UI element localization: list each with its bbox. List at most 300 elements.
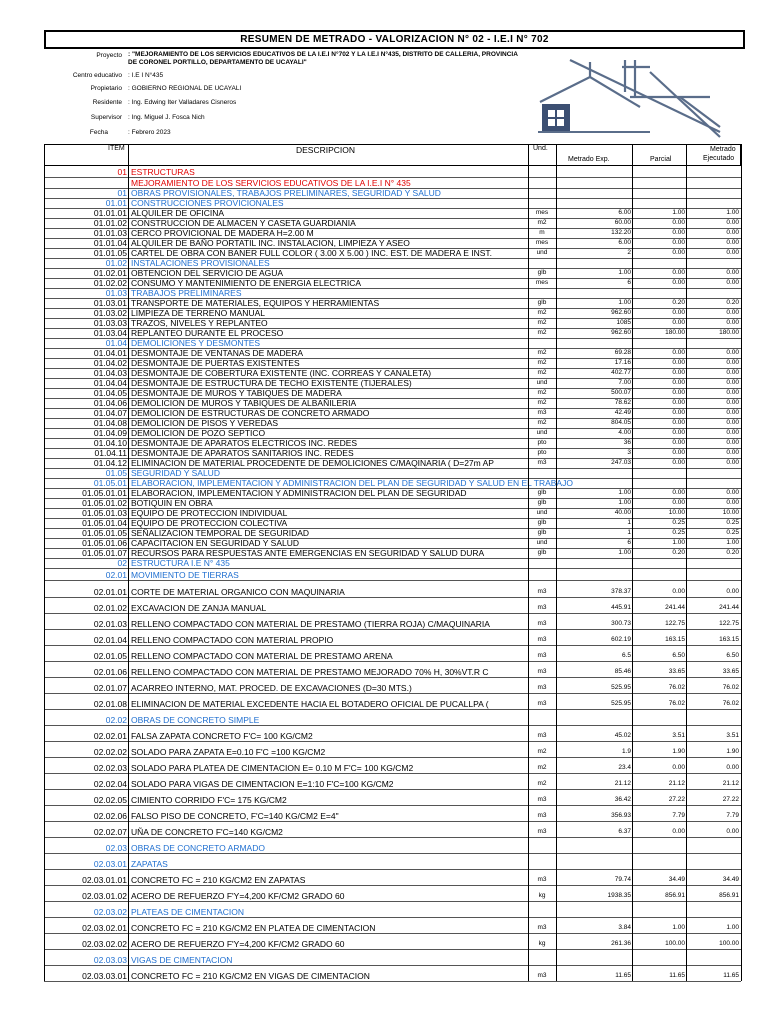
item-cell: 02.03.02: [93, 907, 127, 917]
item-cell: 02.01.02: [93, 603, 127, 613]
residente-value: : Ing. Edwing Iter Valladares Cisneros: [128, 99, 237, 106]
header-metrado-ejec-2: Ejecutado: [703, 155, 735, 162]
parcial-cell: 0.00: [672, 279, 685, 286]
metrado-ejecutado-cell: 27.22: [722, 796, 739, 803]
metrado-ejecutado-cell: 0.00: [726, 409, 739, 416]
parcial-cell: 0.00: [672, 319, 685, 326]
descripcion-cell: OBTENCION DEL SERVICIO DE AGUA: [131, 268, 284, 278]
metrado-ejecutado-cell: 122.75: [719, 620, 739, 627]
metrado-ejecutado-cell: 0.00: [726, 588, 739, 595]
item-cell: 01: [117, 167, 127, 177]
item-cell: 01.03: [105, 288, 127, 298]
metrado-exp-cell: 804.05: [611, 419, 631, 426]
row-divider: [44, 821, 741, 822]
metrado-exp-cell: 78.62: [614, 399, 631, 406]
report-title: RESUMEN DE METRADO - VALORIZACION N° 02 - I.E.I N° 702: [44, 30, 745, 49]
metrado-exp-cell: 300.73: [611, 620, 631, 627]
parcial-cell: 0.00: [672, 828, 685, 835]
column-divider: [528, 144, 529, 981]
metrado-ejecutado-cell: 0.00: [726, 828, 739, 835]
item-cell: 01.04.03: [93, 368, 127, 378]
descripcion-cell: VIGAS DE CIMENTACION: [131, 955, 233, 965]
item-cell: 01.04.10: [93, 438, 127, 448]
item-cell: 01.01.02: [93, 218, 127, 228]
metrado-exp-cell: 17.16: [614, 359, 631, 366]
und-cell: m3: [537, 828, 547, 835]
metrado-ejecutado-cell: 0.00: [726, 429, 739, 436]
item-cell: 01: [117, 188, 127, 198]
fecha-value: : Febrero 2023: [128, 129, 171, 136]
und-cell: m3: [537, 684, 547, 691]
metrado-ejecutado-cell: 0.00: [726, 489, 739, 496]
centro-value: : I.E I N°435: [128, 72, 164, 79]
descripcion-cell: RECURSOS PARA RESPUESTAS ANTE EMERGENCIAS EN SEGURIDAD Y SALUD DURA: [131, 548, 485, 558]
column-divider: [44, 144, 45, 981]
und-cell: glb: [537, 299, 547, 306]
header-item: ITEM: [108, 145, 125, 152]
item-cell: 01.05: [105, 468, 127, 478]
descripcion-cell: TRANSPORTE DE MATERIALES, EQUIPOS Y HERRAMIENTAS: [131, 298, 380, 308]
descripcion-cell: DEMOLICION DE MUROS Y TABIQUES DE ALBAÑILERIA: [131, 398, 357, 408]
und-cell: glb: [537, 549, 547, 556]
column-divider: [741, 144, 742, 981]
und-cell: kg: [538, 940, 546, 947]
parcial-cell: 0.00: [672, 449, 685, 456]
item-cell: 02.02.03: [93, 763, 127, 773]
item-cell: 02.03.02.02: [82, 939, 127, 949]
descripcion-cell: SOLADO PARA PLATEA DE CIMENTACION E= 0.10 M F'C= 100 KG/CM2: [131, 763, 414, 773]
parcial-cell: 1.00: [672, 924, 685, 931]
metrado-exp-cell: 23.4: [618, 764, 631, 771]
descripcion-cell: ESTRUCTURA I.E N° 435: [131, 558, 230, 568]
metrado-ejecutado-cell: 0.00: [726, 249, 739, 256]
und-cell: m3: [537, 700, 547, 707]
row-divider: [44, 981, 741, 982]
metrado-exp-cell: 42.49: [614, 409, 631, 416]
row-divider: [44, 773, 741, 774]
item-cell: 02.03: [105, 843, 127, 853]
parcial-cell: 27.22: [668, 796, 685, 803]
metrado-exp-cell: 525.95: [611, 700, 631, 707]
item-cell: 01.04.11: [94, 448, 127, 458]
descripcion-cell: OBRAS PROVISIONALES, TRABAJOS PRELIMINARES, SEGURIDAD Y SALUD: [131, 188, 441, 198]
parcial-cell: 180.00: [665, 329, 685, 336]
descripcion-cell: RELLENO COMPACTADO CON MATERIAL PROPIO: [131, 635, 334, 645]
item-cell: 01.05.01.04: [82, 518, 127, 528]
item-cell: 02.03.01.02: [82, 891, 127, 901]
descripcion-cell: ELABORACION, IMPLEMENTACION Y ADMINISTRACION DEL PLAN DE SEGURIDAD: [131, 488, 467, 498]
parcial-cell: 0.00: [672, 409, 685, 416]
parcial-cell: 0.00: [672, 369, 685, 376]
descripcion-cell: CONCRETO FC = 210 KG/CM2 EN ZAPATAS: [131, 875, 306, 885]
parcial-cell: 0.00: [672, 764, 685, 771]
descripcion-cell: CONSUMO Y MANTENIMIENTO DE ENERGIA ELECTRICA: [131, 278, 362, 288]
und-cell: m3: [537, 796, 547, 803]
parcial-cell: 34.49: [668, 876, 685, 883]
item-cell: 01.03.04: [93, 328, 127, 338]
metrado-ejecutado-cell: 0.00: [726, 269, 739, 276]
house-construction-logo: [530, 52, 740, 142]
metrado-exp-cell: 2: [627, 249, 631, 256]
item-cell: 01.03.03: [93, 318, 127, 328]
metrado-ejecutado-cell: 0.25: [726, 519, 739, 526]
descripcion-cell: TRAZOS, NIVELES Y REPLANTEO: [131, 318, 268, 328]
descripcion-cell: DESMONTAJE DE MUROS Y TABIQUES DE MADERA: [131, 388, 342, 398]
parcial-cell: 0.00: [672, 439, 685, 446]
descripcion-cell: ACERO DE REFUERZO F'Y=4,200 KF/CM2 GRADO 60: [131, 939, 345, 949]
metrado-exp-cell: 3: [627, 449, 631, 456]
item-cell: 01.04.06: [93, 398, 127, 408]
descripcion-cell: LIMPIEZA DE TERRENO MANUAL: [131, 308, 265, 318]
und-cell: m2: [537, 780, 547, 787]
metrado-exp-cell: 45.02: [614, 732, 631, 739]
und-cell: m2: [537, 359, 547, 366]
metrado-exp-cell: 21.12: [614, 780, 631, 787]
metrado-ejecutado-cell: 0.00: [726, 229, 739, 236]
metrado-ejecutado-cell: 0.00: [726, 279, 739, 286]
parcial-cell: 0.00: [672, 219, 685, 226]
row-divider: [44, 597, 741, 598]
item-cell: 01.05.01: [93, 478, 127, 488]
metrado-exp-cell: 356.93: [611, 812, 631, 819]
item-cell: 01.05.01.03: [82, 508, 127, 518]
row-divider: [44, 568, 741, 569]
und-cell: und: [536, 509, 548, 516]
metrado-ejecutado-cell: 0.00: [726, 369, 739, 376]
item-cell: 02.02.02: [93, 747, 127, 757]
item-cell: 02.01.06: [93, 667, 127, 677]
parcial-cell: 0.00: [672, 499, 685, 506]
column-divider: [632, 144, 633, 981]
und-cell: m2: [537, 219, 547, 226]
parcial-cell: 0.00: [672, 588, 685, 595]
descripcion-cell: ALQUILER DE OFICINA: [131, 208, 225, 218]
metrado-exp-cell: 602.19: [611, 636, 631, 643]
row-divider: [44, 901, 741, 902]
propietario-label: Propietario: [90, 85, 122, 92]
descripcion-cell: CERCO PROVICIONAL DE MADERA H=2.00 M: [131, 228, 314, 238]
row-divider: [44, 805, 741, 806]
descripcion-cell: ELIMINACION DE MATERIAL EXCEDENTE HACIA EL BOTADERO OFICIAL DE PUCALLPA (: [131, 699, 489, 709]
und-cell: und: [536, 249, 548, 256]
metrado-exp-cell: 36.42: [614, 796, 631, 803]
metrado-ejecutado-cell: 1.90: [726, 748, 739, 755]
descripcion-cell: ALQUILER DE BAÑO PORTATIL INC. INSTALACION, LIMPIEZA Y ASEO: [131, 238, 410, 248]
metrado-ejecutado-cell: 0.00: [726, 239, 739, 246]
row-divider: [44, 949, 741, 950]
item-cell: 02.03.01.01: [82, 875, 127, 885]
metrado-ejecutado-cell: 1.00: [726, 539, 739, 546]
parcial-cell: 163.15: [665, 636, 685, 643]
metrado-ejecutado-cell: 100.00: [719, 940, 739, 947]
metrado-ejecutado-cell: 1.00: [726, 924, 739, 931]
und-cell: pto: [537, 449, 547, 456]
descripcion-cell: ESTRUCTURAS: [131, 167, 195, 177]
item-cell: 02.03.03: [93, 955, 127, 965]
header-und: Und.: [533, 145, 548, 152]
metrado-ejecutado-cell: 11.65: [723, 972, 739, 979]
row-divider: [44, 965, 741, 966]
metrado-exp-cell: 6: [627, 279, 631, 286]
und-cell: und: [536, 429, 548, 436]
item-cell: 02.01: [105, 570, 127, 580]
und-cell: m3: [537, 604, 547, 611]
descripcion-cell: REPLANTEO DURANTE EL PROCESO: [131, 328, 284, 338]
descripcion-cell: SOLADO PARA ZAPATA E=0.10 F'C =100 KG/CM2: [131, 747, 326, 757]
descripcion-cell: ACERO DE REFUERZO F'Y=4,200 KF/CM2 GRADO 60: [131, 891, 345, 901]
und-cell: kg: [538, 892, 546, 899]
item-cell: 02.02.06: [93, 811, 127, 821]
row-divider: [44, 645, 741, 646]
metrado-exp-cell: 1.00: [618, 499, 631, 506]
metrado-ejecutado-cell: 76.02: [722, 684, 739, 691]
metrado-ejecutado-cell: 0.00: [726, 349, 739, 356]
descripcion-cell: OBRAS DE CONCRETO SIMPLE: [131, 715, 260, 725]
descripcion-cell: FALSA ZAPATA CONCRETO F'C= 100 KG/CM2: [131, 731, 313, 741]
header-metrado-exp: Metrado Exp.: [568, 156, 610, 163]
metrado-exp-cell: 132.20: [611, 229, 631, 236]
metrado-ejecutado-cell: 0.00: [726, 359, 739, 366]
metrado-exp-cell: 69.28: [614, 349, 631, 356]
descripcion-cell: DESMONTAJE DE COBERTURA EXISTENTE (INC. CORREAS Y CANALETA): [131, 368, 432, 378]
metrado-ejecutado-cell: 0.20: [726, 299, 739, 306]
metrado-exp-cell: 40.00: [614, 509, 631, 516]
parcial-cell: 10.00: [668, 509, 685, 516]
und-cell: m3: [537, 876, 547, 883]
metrado-ejecutado-cell: 0.25: [726, 529, 739, 536]
item-cell: 01.04.12: [93, 458, 127, 468]
metrado-ejecutado-cell: 0.00: [726, 499, 739, 506]
descripcion-cell: TRABAJOS PRELIMINARES: [131, 288, 242, 298]
descripcion-cell: CONCRETO FC = 210 KG/CM2 EN VIGAS DE CIMENTACION: [131, 971, 370, 981]
item-cell: 01.04.05: [93, 388, 127, 398]
metrado-exp-cell: 1: [627, 519, 631, 526]
item-cell: 01.02.01: [93, 268, 127, 278]
item-cell: 01.02: [105, 258, 127, 268]
item-cell: 01.01: [105, 198, 127, 208]
metrado-exp-cell: 402.77: [611, 369, 631, 376]
parcial-cell: 122.75: [665, 620, 685, 627]
parcial-cell: 0.25: [672, 519, 685, 526]
parcial-cell: 1.90: [672, 748, 685, 755]
item-cell: 02.02.01: [93, 731, 127, 741]
und-cell: m2: [537, 319, 547, 326]
und-cell: glb: [537, 519, 547, 526]
row-divider: [44, 725, 741, 726]
descripcion-cell: CORTE DE MATERIAL ORGANICO CON MAQUINARIA: [131, 587, 345, 597]
und-cell: m3: [537, 924, 547, 931]
descripcion-cell: DEMOLICION DE ESTRUCTURAS DE CONCRETO ARMADO: [131, 408, 370, 418]
parcial-cell: 0.00: [672, 489, 685, 496]
row-divider: [44, 661, 741, 662]
descripcion-cell: DESMONTAJE DE PUERTAS EXISTENTES: [131, 358, 300, 368]
und-cell: glb: [537, 499, 547, 506]
parcial-cell: 100.00: [665, 940, 685, 947]
parcial-cell: 0.00: [672, 359, 685, 366]
row-divider: [44, 837, 741, 838]
metrado-exp-cell: 6.00: [618, 209, 631, 216]
descripcion-cell: ELIMINACION DE MATERIAL PROCEDENTE DE DEMOLICIONES C/MAQINARIA ( D=27m AP: [131, 458, 494, 468]
item-cell: 01.01.05: [93, 248, 127, 258]
parcial-cell: 76.02: [668, 700, 685, 707]
row-divider: [44, 869, 741, 870]
und-cell: m2: [537, 329, 547, 336]
row-divider: [44, 933, 741, 934]
parcial-cell: 0.00: [672, 389, 685, 396]
supervisor-label: Supervisor: [90, 114, 122, 121]
descripcion-cell: DESMONTAJE DE APARATOS SANITARIOS INC. REDES: [131, 448, 354, 458]
metrado-ejecutado-cell: 33.65: [722, 668, 739, 675]
descripcion-cell: SEÑALIZACION TEMPORAL DE SEGURIDAD: [131, 528, 310, 538]
descripcion-cell: SOLADO PARA VIGAS DE CIMENTACION E=1:10 F'C=100 KG/CM2: [131, 779, 394, 789]
metrado-exp-cell: 7.00: [618, 379, 631, 386]
descripcion-cell: RELLENO COMPACTADO CON MATERIAL DE PRESTAMO MEJORADO 70% H, 30%VT.R C: [131, 667, 489, 677]
item-cell: 02.02.05: [93, 795, 127, 805]
metrado-exp-cell: 1938.35: [607, 892, 631, 899]
metrado-exp-cell: 4.00: [618, 429, 631, 436]
metrado-exp-cell: 1.00: [618, 299, 631, 306]
und-cell: m3: [537, 668, 547, 675]
und-cell: m: [539, 229, 545, 236]
descripcion-cell: DESMONTAJE DE VENTANAS DE MADERA: [131, 348, 304, 358]
descripcion-cell: DEMOLICION DE PISOS Y VEREDAS: [131, 418, 279, 428]
parcial-cell: 0.25: [672, 529, 685, 536]
descripcion-cell: DEMOLICION DE POZO SEPTICO: [131, 428, 266, 438]
parcial-cell: 0.00: [672, 419, 685, 426]
item-cell: 01.04.02: [93, 358, 127, 368]
row-divider: [44, 789, 741, 790]
proyecto-value: : "MEJORAMIENTO DE LOS SERVICIOS EDUCATIVOS DE LA I.E.I N°702 Y LA I.E.I N°435, DISTRITO DE CALLERIA, PROVINCIA DE CORONEL PORTILLO, DEPARTAMENTO DE UCAYALI": [128, 51, 518, 66]
parcial-cell: 21.12: [668, 780, 685, 787]
descripcion-cell: OBRAS DE CONCRETO ARMADO: [131, 843, 265, 853]
descripcion-cell: PLATEAS DE CIMENTACION: [131, 907, 245, 917]
item-cell: 01.05.01.07: [82, 548, 127, 558]
metrado-ejecutado-cell: 76.02: [722, 700, 739, 707]
parcial-cell: 1.00: [672, 539, 685, 546]
parcial-cell: 11.65: [669, 972, 685, 979]
item-cell: 02.01.05: [93, 651, 127, 661]
metrado-exp-cell: 60.00: [614, 219, 631, 226]
descripcion-cell: RELLENO COMPACTADO CON MATERIAL DE PRESTAMO ARENA: [131, 651, 393, 661]
und-cell: m2: [537, 748, 547, 755]
row-divider: [44, 741, 741, 742]
parcial-cell: 0.00: [672, 229, 685, 236]
table-header: [44, 144, 741, 166]
header-metrado-ejec-1: Metrado: [710, 146, 736, 153]
und-cell: m2: [537, 369, 547, 376]
parcial-cell: 76.02: [668, 684, 685, 691]
descripcion-cell: EQUIPO DE PROTECCION INDIVIDUAL: [131, 508, 288, 518]
und-cell: und: [536, 379, 548, 386]
descripcion-cell: CONSTRUCCION DE ALMACEN Y CASETA GUARDIANIA: [131, 218, 356, 228]
row-divider: [44, 757, 741, 758]
item-cell: 02: [117, 558, 127, 568]
metrado-exp-cell: 85.46: [614, 668, 631, 675]
item-cell: 01.05.01.05: [82, 528, 127, 538]
descripcion-cell: ZAPATAS: [131, 859, 168, 869]
und-cell: glb: [537, 269, 547, 276]
column-divider: [686, 144, 687, 981]
item-cell: 01.01.04: [93, 238, 127, 248]
metrado-exp-cell: 378.37: [611, 588, 631, 595]
metrado-ejecutado-cell: 0.00: [726, 439, 739, 446]
header-descripcion: DESCRIPCION: [296, 145, 356, 155]
item-cell: 01.03.01: [93, 298, 127, 308]
propietario-value: : GOBIERNO REGIONAL DE UCAYALI: [128, 85, 242, 92]
row-divider: [44, 629, 741, 630]
item-cell: 01.05.01.06: [82, 538, 127, 548]
metrado-ejecutado-cell: 10.00: [722, 509, 739, 516]
metrado-exp-cell: 525.95: [611, 684, 631, 691]
item-cell: 02.01.04: [93, 635, 127, 645]
metrado-exp-cell: 500.07: [611, 389, 631, 396]
descripcion-cell: CONSTRUCCIONES PROVICIONALES: [131, 198, 284, 208]
metrado-ejecutado-cell: 163.15: [719, 636, 739, 643]
metrado-exp-cell: 6.37: [618, 828, 631, 835]
und-cell: glb: [537, 489, 547, 496]
descripcion-cell: DESMONTAJE DE APARATOS ELECTRICOS INC. REDES: [131, 438, 358, 448]
und-cell: m2: [537, 389, 547, 396]
parcial-cell: 0.00: [672, 349, 685, 356]
metrado-exp-cell: 1.00: [618, 549, 631, 556]
item-cell: 02.03.02.01: [82, 923, 127, 933]
item-cell: 02.02.04: [93, 779, 127, 789]
metrado-exp-cell: 3.84: [618, 924, 631, 931]
metrado-ejecutado-cell: 34.49: [722, 876, 739, 883]
row-divider: [44, 853, 741, 854]
row-divider: [44, 693, 741, 694]
parcial-cell: 6.50: [672, 652, 685, 659]
parcial-cell: 3.51: [672, 732, 685, 739]
metrado-exp-cell: 1.9: [621, 748, 631, 755]
und-cell: m2: [537, 309, 547, 316]
item-cell: 01.01.01: [93, 208, 127, 218]
item-cell: 02.01.07: [93, 683, 127, 693]
metrado-exp-cell: 1085: [616, 319, 631, 326]
metrado-exp-cell: 1.00: [618, 269, 631, 276]
row-divider: [44, 580, 741, 581]
parcial-cell: 1.00: [672, 209, 685, 216]
metrado-exp-cell: 962.60: [611, 329, 631, 336]
metrado-ejecutado-cell: 0.00: [726, 764, 739, 771]
metrado-ejecutado-cell: 1.00: [726, 209, 739, 216]
metrado-ejecutado-cell: 0.00: [726, 449, 739, 456]
und-cell: m3: [537, 636, 547, 643]
metrado-exp-cell: 962.60: [611, 309, 631, 316]
descripcion-cell: INSTALACIONES PROVISIONALES: [131, 258, 270, 268]
metrado-exp-cell: 11.65: [615, 972, 631, 979]
parcial-cell: 0.00: [672, 269, 685, 276]
metrado-ejecutado-cell: 0.00: [726, 319, 739, 326]
item-cell: 01.04.08: [93, 418, 127, 428]
item-cell: 01.05.01.02: [82, 498, 127, 508]
parcial-cell: 33.65: [668, 668, 685, 675]
metrado-exp-cell: 6.00: [618, 239, 631, 246]
und-cell: m3: [537, 732, 547, 739]
item-cell: 02.01.08: [93, 699, 127, 709]
metrado-ejecutado-cell: 856.91: [719, 892, 739, 899]
item-cell: 02.03.01: [93, 859, 127, 869]
parcial-cell: 241.44: [665, 604, 685, 611]
und-cell: m3: [537, 409, 547, 416]
descripcion-cell: CARTEL DE OBRA CON BANER FULL COLOR ( 3.00 X 5.00 ) INC. EST. DE MADERA E INST.: [131, 248, 493, 258]
descripcion-cell: SEGURIDAD Y SALUD: [131, 468, 220, 478]
descripcion-cell: CAPACITACION EN SEGURIDAD Y SALUD: [131, 538, 299, 548]
item-cell: 01.04.04: [93, 378, 127, 388]
row-divider: [44, 917, 741, 918]
column-divider: [556, 144, 557, 981]
item-cell: 01.02.02: [93, 278, 127, 288]
